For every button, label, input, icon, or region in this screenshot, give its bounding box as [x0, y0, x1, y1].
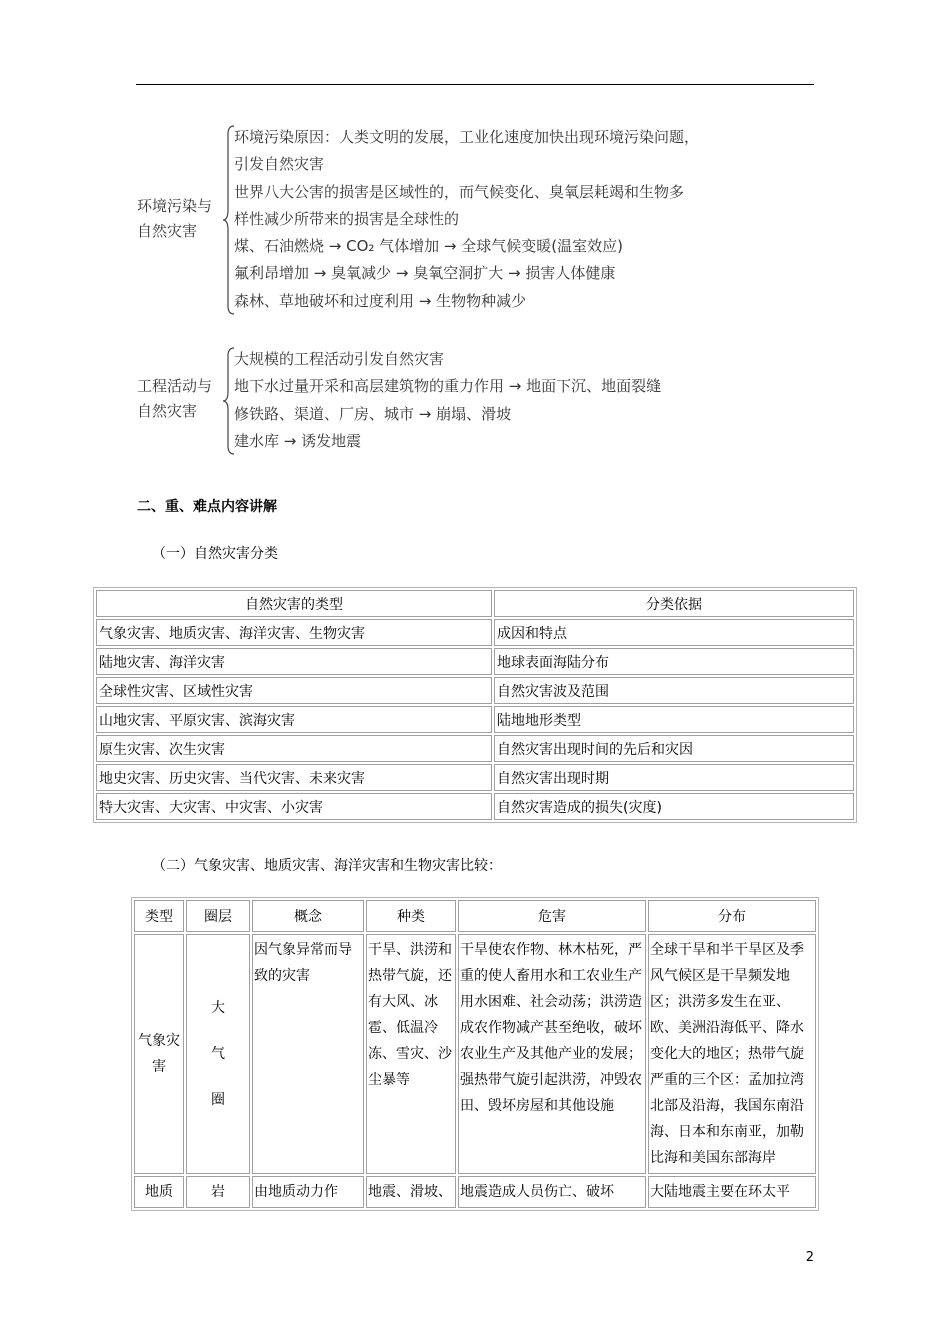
column-header: 种类 — [366, 900, 456, 932]
sphere-char: 气 — [211, 1046, 225, 1062]
table-cell-harm: 干旱使农作物、林木枯死，严重的使人畜用水和工农业生产用水困难、社会动荡；洪涝造成农作物减产甚至绝收，破坏农业生产及其他产业的发展；强热带气旋引起洪涝，冲毁农田、毁坏房屋和其他设施 — [458, 934, 646, 1174]
brace-label-engineering — [137, 374, 212, 424]
comparison-table — [132, 898, 818, 1210]
table-cell: 自然灾害造成的损失(灾度) — [494, 793, 854, 820]
label-line: 工程活动与 — [137, 377, 213, 395]
brace-label-pollution — [137, 194, 212, 244]
column-header: 自然灾害的类型 — [96, 590, 492, 617]
section-heading: 二、重、难点内容讲解 — [137, 499, 277, 515]
column-header: 分类依据 — [494, 590, 854, 617]
table-cell: 陆地地形类型 — [494, 706, 854, 733]
brace-line: 煤、石油燃烧 → CO₂ 气体增加 → 全球气候变暖(温室效应) — [234, 237, 623, 256]
table-row — [134, 934, 816, 1174]
column-header: 类型 — [134, 900, 184, 932]
brace-line: 地下水过量开采和高层建筑物的重力作用 → 地面下沉、地面裂缝 — [234, 377, 662, 396]
column-header: 分布 — [648, 900, 816, 932]
table-row — [96, 648, 854, 675]
brace-line: 森林、草地破坏和过度利用 → 生物物种减少 — [234, 291, 527, 310]
table-cell: 成因和特点 — [494, 619, 854, 646]
brace-line: 氟利昂增加 → 臭氧减少 → 臭氧空洞扩大 → 损害人体健康 — [234, 264, 616, 283]
table-cell-harm: 地震造成人员伤亡、破坏 — [458, 1176, 646, 1208]
table-cell-type: 地质 — [134, 1176, 184, 1208]
brace-line: 环境污染原因：人类文明的发展，工业化速度加快出现环境污染问题， — [234, 128, 700, 146]
page-number: 2 — [805, 1250, 814, 1265]
table-header-row — [134, 900, 816, 932]
table-cell: 陆地灾害、海洋灾害 — [96, 648, 492, 675]
table-cell: 自然灾害出现时间的先后和灾因 — [494, 735, 854, 762]
table-cell: 特大灾害、大灾害、中灾害、小灾害 — [96, 793, 492, 820]
column-header: 概念 — [252, 900, 364, 932]
table-cell-kinds: 地震、滑坡、 — [366, 1176, 456, 1208]
table-cell-distribution: 大陆地震主要在环太平 — [648, 1176, 816, 1208]
table-cell-concept: 由地质动力作 — [252, 1176, 364, 1208]
brace-lines-pollution — [234, 124, 699, 315]
label-line: 自然灾害 — [137, 222, 198, 240]
table-cell-distribution: 全球干旱和半干旱区及季风气候区是干旱频发地区；洪涝多发生在亚、欧、美洲沿海低平、降水变化大的地区；热带气旋严重的三个区：孟加拉湾北部及沿海，我国东南沿海、日本和东南亚，加勒比海和美国东部海岸 — [648, 934, 816, 1174]
table-header-row — [96, 590, 854, 617]
table-cell-sphere — [186, 934, 250, 1174]
brace-line: 大规模的工程活动引发自然灾害 — [234, 350, 445, 368]
brace-line: 样性减少所带来的损害是全球性的 — [234, 209, 460, 228]
table-cell-kinds: 干旱、洪涝和热带气旋，还有大风、冰雹、低温冷冻、雪灾、沙尘暴等 — [366, 934, 456, 1174]
brace-line: 引发自然灾害 — [234, 155, 325, 174]
brace-line: 修铁路、渠道、厂房、城市 → 崩塌、滑坡 — [234, 404, 512, 423]
table-row — [134, 1176, 816, 1208]
brace-line: 世界八大公害的损害是区域性的，而气候变化、臭氧层耗竭和生物多 — [234, 182, 685, 201]
table-row — [96, 706, 854, 733]
table-cell-concept: 因气象异常而导致的灾害 — [252, 934, 364, 1174]
brace-lines-engineering — [234, 346, 661, 455]
table-row — [96, 619, 854, 646]
table-cell: 全球性灾害、区域性灾害 — [96, 677, 492, 704]
table-row — [96, 764, 854, 791]
column-header: 危害 — [458, 900, 646, 932]
table-row — [96, 735, 854, 762]
subheading-comparison: （二）气象灾害、地质灾害、海洋灾害和生物灾害比较： — [152, 858, 502, 874]
table-row — [96, 677, 854, 704]
sphere-char: 圈 — [211, 1092, 225, 1108]
table-cell-sphere: 岩 — [186, 1176, 250, 1208]
table-row — [96, 793, 854, 820]
label-line: 环境污染与 — [137, 197, 213, 215]
table-cell: 气象灾害、地质灾害、海洋灾害、生物灾害 — [96, 619, 492, 646]
label-line: 自然灾害 — [137, 402, 198, 420]
brace-line: 建水库 → 诱发地震 — [234, 431, 362, 450]
table-cell: 地球表面海陆分布 — [494, 648, 854, 675]
column-header: 圈层 — [186, 900, 250, 932]
subheading-classification: （一）自然灾害分类 — [152, 546, 278, 562]
header-rule — [136, 84, 814, 85]
table-cell: 原生灾害、次生灾害 — [96, 735, 492, 762]
table-cell: 自然灾害波及范围 — [494, 677, 854, 704]
classification-table — [94, 588, 856, 822]
table-cell: 自然灾害出现时期 — [494, 764, 854, 791]
table-cell: 山地灾害、平原灾害、滨海灾害 — [96, 706, 492, 733]
table-cell: 地史灾害、历史灾害、当代灾害、未来灾害 — [96, 764, 492, 791]
sphere-char: 大 — [211, 1000, 225, 1016]
table-cell-type: 气象灾害 — [134, 934, 184, 1174]
